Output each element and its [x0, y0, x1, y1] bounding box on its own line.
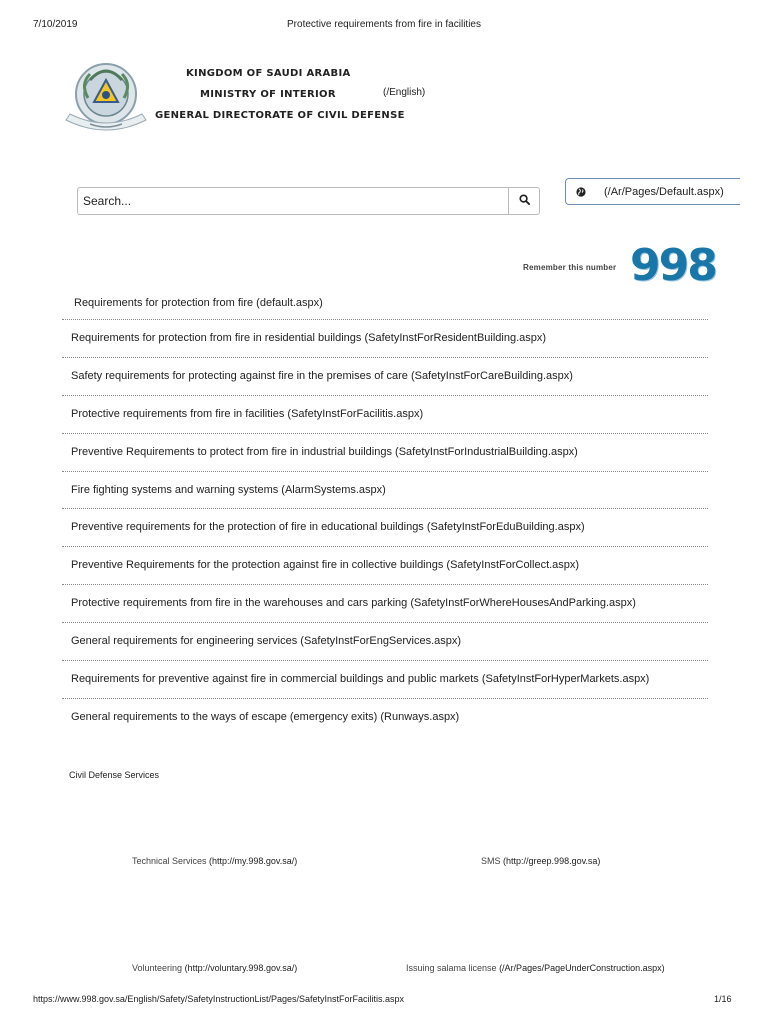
service-url: (http://greep.998.gov.sa) [503, 856, 601, 866]
list-item[interactable]: Protective requirements from fire in the warehouses and cars parking (SafetyInstForWhereHousesAndParking.aspx) [62, 585, 708, 623]
list-item[interactable]: General requirements to the ways of escape (emergency exits) (Runways.aspx) [71, 710, 460, 723]
list-item[interactable]: Preventive Requirements to protect from fire in industrial buildings (SafetyInstForIndustrialBuilding.aspx) [62, 434, 708, 472]
list-item[interactable]: Requirements for protection from fire (default.aspx) [62, 288, 708, 320]
list-item[interactable]: Requirements for protection from fire in residential buildings (SafetyInstForResidentBuilding.aspx) [62, 320, 708, 358]
org-line-directorate: GENERAL DIRECTORATE OF CIVIL DEFENSE [155, 110, 405, 121]
globe-icon [576, 187, 586, 197]
hotline-number: 998 [630, 240, 716, 291]
print-footer-page: 1/16 [714, 994, 732, 1004]
civil-defense-logo[interactable] [60, 54, 152, 140]
list-item[interactable]: Protective requirements from fire in facilities (SafetyInstForFacilitis.aspx) [62, 396, 708, 434]
service-name: SMS [481, 856, 501, 866]
arabic-site-link-label: (/Ar/Pages/Default.aspx) [604, 185, 724, 198]
search-bar [77, 187, 540, 215]
service-link-volunteering[interactable] [132, 963, 297, 973]
hotline-caption: Remember this number [523, 263, 617, 272]
search-icon [519, 192, 530, 210]
language-link[interactable]: (/English) [383, 87, 426, 98]
service-name: Technical Services [132, 856, 207, 866]
service-link-technical[interactable] [132, 856, 297, 866]
list-item[interactable]: Preventive Requirements for the protection against fire in collective buildings (SafetyInstForCollect.aspx) [62, 547, 708, 585]
service-link-salama[interactable] [406, 963, 665, 973]
list-item[interactable]: Preventive requirements for the protection of fire in educational buildings (SafetyInstForEduBuilding.aspx) [62, 509, 708, 547]
service-name: Issuing salama license [406, 963, 497, 973]
org-line-kingdom: KINGDOM OF SAUDI ARABIA [186, 68, 351, 79]
search-button[interactable] [508, 187, 540, 215]
service-url: (http://my.998.gov.sa/) [209, 856, 298, 866]
list-item[interactable]: Safety requirements for protecting against fire in the premises of care (SafetyInstForCareBuilding.aspx) [62, 358, 708, 396]
org-line-ministry: MINISTRY OF INTERIOR [200, 89, 336, 100]
list-item[interactable]: Fire fighting systems and warning systems (AlarmSystems.aspx) [62, 472, 708, 510]
print-date: 7/10/2019 [33, 19, 78, 30]
list-item[interactable]: Requirements for preventive against fire in commercial buildings and public markets (SafetyInstForHyperMarkets.aspx) [62, 661, 708, 699]
list-item[interactable]: General requirements for engineering services (SafetyInstForEngServices.aspx) [62, 623, 708, 661]
services-heading: Civil Defense Services [69, 770, 160, 780]
safety-instructions-list [62, 288, 708, 737]
service-name: Volunteering [132, 963, 183, 973]
print-title: Protective requirements from fire in facilities [287, 19, 481, 30]
service-url: (http://voluntary.998.gov.sa/) [184, 963, 298, 973]
print-footer-url: https://www.998.gov.sa/English/Safety/SafetyInstructionList/Pages/SafetyInstForFacilitis.aspx [33, 994, 405, 1004]
arabic-site-link[interactable] [565, 178, 740, 205]
service-url: (/Ar/Pages/PageUnderConstruction.aspx) [499, 963, 665, 973]
service-link-sms[interactable] [481, 856, 600, 866]
search-input[interactable] [77, 187, 508, 215]
